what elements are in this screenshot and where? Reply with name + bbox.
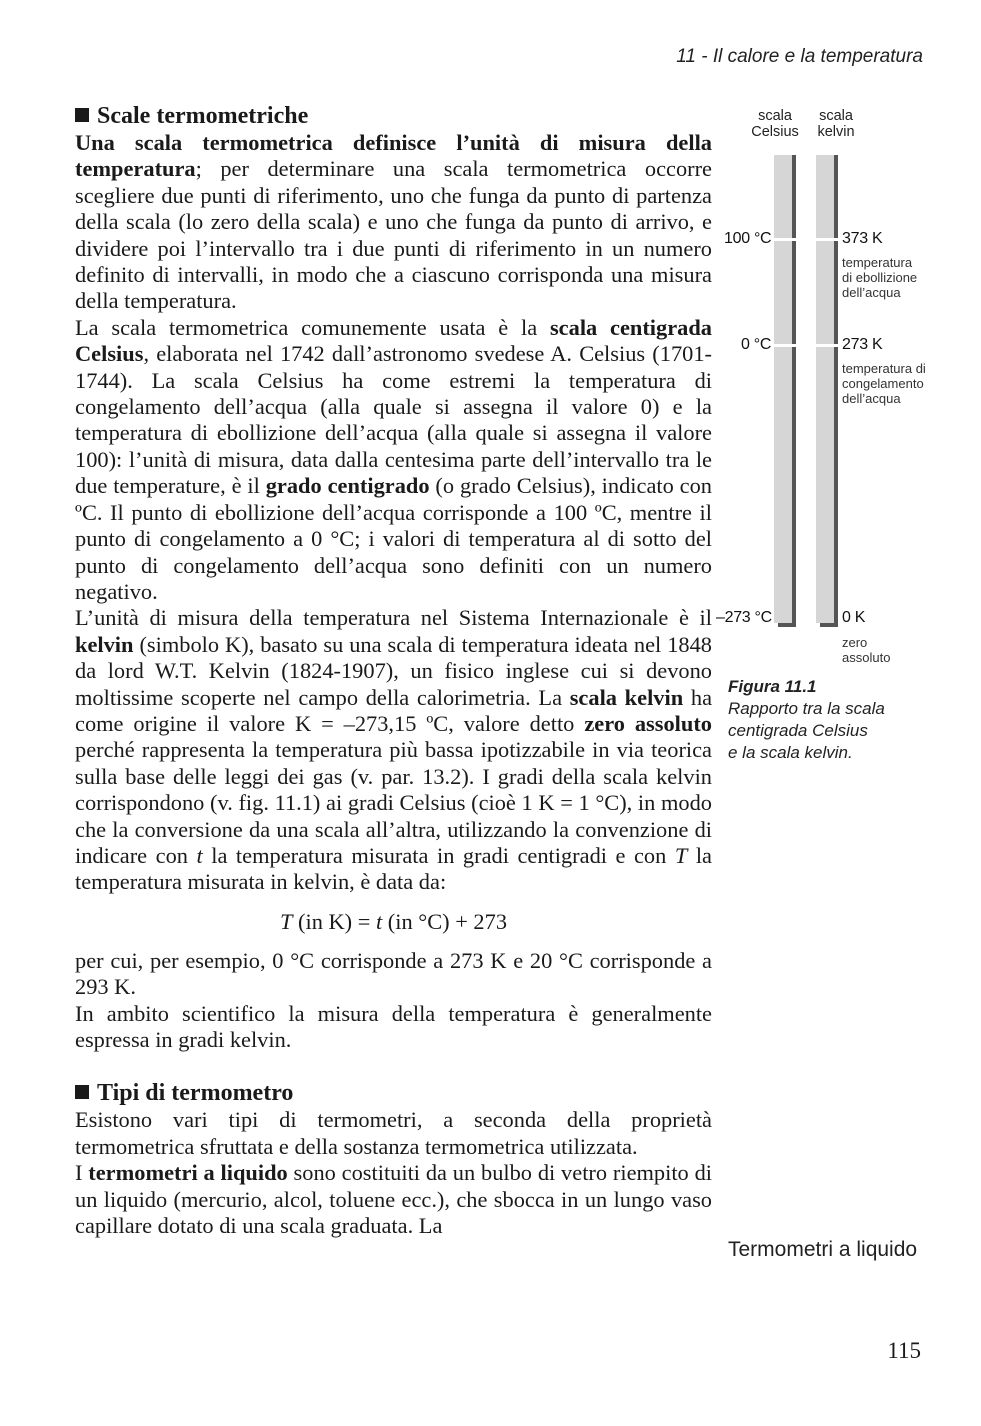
formula-symbol: T [279, 908, 293, 934]
note-line: congelamento [842, 376, 924, 391]
margin-note: Termometri a liquido [728, 1238, 918, 1261]
text: (o grado Celsius), indicato con ºC. Il punto di ebollizione dell’acqua corrisponde a 100 ºC, mentre il punto di congelamento a 0 °C; i valori di temperatura al di sotto del punto di congelamento dell’acqua sono definiti con un numero negativo. [75, 473, 712, 604]
main-text [75, 102, 712, 1239]
note-line: dell’acqua [842, 285, 901, 300]
square-bullet-icon [75, 108, 89, 122]
tick-boiling [774, 238, 838, 241]
text: la temperatura misurata in kelvin, è data da: [75, 842, 712, 895]
note-line: di ebollizione [842, 270, 918, 285]
tick-freezing [774, 344, 838, 347]
celsius-bar-shadow [792, 155, 796, 627]
paragraph: In ambito scientifico la misura della temperatura è generalmente espressa in gradi kelvin. [75, 1000, 712, 1052]
italic-symbol: T [674, 842, 688, 868]
text: , elaborata nel 1742 dall’astronomo svedese A. Celsius (1701-1744). La scala Celsius ha come estremi la temperatura di congelamento dell’acqua (alla quale si assegna il valore 0) e la temperatura di ebollizione dell’acqua (alla quale si assegna il valore 100): l’unità di misura, data dalla centesima parte dell’intervallo tra le due temperature, è il [75, 341, 712, 499]
note-absolute-zero [842, 635, 890, 665]
formula-text: (in K) = [292, 908, 376, 934]
kelvin-373-label: 373 K [842, 230, 883, 247]
bold-text: grado centigrado [265, 473, 430, 499]
formula [75, 908, 712, 936]
kelvin-scale-header [808, 108, 864, 140]
caption-line: e la scala kelvin. [728, 743, 853, 762]
figure-caption [728, 676, 885, 764]
text: I [75, 1160, 89, 1186]
text: la temperatura misurata in gradi centigradi e con [202, 842, 675, 868]
header-line: scala [758, 108, 792, 124]
bold-text: zero assoluto [584, 710, 712, 736]
section-title-scale [75, 102, 712, 130]
paragraph: per cui, per esempio, 0 °C corrisponde a 273 K e 20 °C corrisponde a 293 K. [75, 947, 712, 1000]
formula-symbol: t [375, 908, 383, 934]
text: ha come origine il valore K = –273,15 ºC, valore detto [75, 684, 713, 736]
page-number: 115 [887, 1338, 921, 1363]
italic-symbol: t [196, 842, 203, 868]
bold-text: kelvin [75, 631, 134, 657]
celsius-bar [774, 155, 792, 623]
paragraph [75, 605, 712, 895]
caption-title: Figura 11.1 [728, 677, 817, 696]
note-line: temperatura di [842, 361, 926, 376]
header-line: scala [819, 108, 853, 124]
bold-text: termometri a liquido [88, 1160, 288, 1186]
caption-line: Rapporto tra la scala [728, 699, 885, 718]
celsius-minus273-label: –273 °C [716, 609, 772, 626]
bold-text: scala centigrada Celsius [75, 314, 713, 367]
square-bullet-icon [75, 1085, 89, 1099]
kelvin-bar-shadow [834, 155, 838, 627]
celsius-scale-header [742, 108, 808, 140]
text: ; per determinare una scala termometrica occorre scegliere due punti di riferimento, uno che funga da punto di partenza della scala (lo zero della scala) e uno che funga da punto di arrivo, e dividere poi l’intervallo tra i due punti di riferimento in un numero definito di intervalli, in modo che a ciascuno corrisponda una misura della temperatura. [75, 156, 712, 314]
note-line: dell’acqua [842, 391, 901, 406]
caption-line: centigrada Celsius [728, 721, 868, 740]
celsius-bar-shadow [778, 623, 796, 627]
note-freezing [842, 361, 926, 406]
kelvin-bar [816, 155, 834, 623]
text: perché rappresenta la temperatura più bassa ipotizzabile in via teorica sulla base delle leggi dei gas (v. par. 13.2). I gradi della scala kelvin corrispondono (v. fig. 11.1) ai gradi Celsius (cioè 1 K = 1 °C), in modo che la conversione da una scala all’altra, utilizzando la convenzione di indicare con [75, 737, 712, 868]
bold-text: scala kelvin [569, 684, 684, 710]
section-title-tipi [75, 1079, 712, 1107]
text: La scala termometrica comunemente usata è la [75, 314, 550, 340]
kelvin-0-label: 0 K [842, 609, 866, 626]
note-boiling [842, 255, 917, 300]
kelvin-273-label: 273 K [842, 336, 883, 353]
text: L’unità di misura della temperatura nel Sistema Internazionale è il [75, 605, 712, 631]
section-title-text: Tipi di termometro [97, 1080, 294, 1107]
note-line: assoluto [842, 650, 891, 665]
paragraph [75, 1160, 712, 1239]
bold-text: Una scala termometrica definisce l’unità di misura della temperatura [75, 130, 712, 182]
paragraph [75, 315, 712, 605]
paragraph [75, 130, 712, 315]
kelvin-bar-shadow [820, 623, 838, 627]
celsius-0-label: 0 °C [741, 336, 772, 353]
text: sono costituiti da un bulbo di vetro riempito di un liquido (mercurio, alcol, toluene ecc.), che sbocca in un lungo vaso capillare dotato di una scala graduata. La [75, 1160, 712, 1239]
header-line: kelvin [817, 124, 855, 140]
text: (simbolo K), basato su una scala di temperatura ideata nel 1848 da lord W.T. Kelvin (1824-1907), un fisico inglese cui si devono moltissime scoperte nel campo della calorimetria. La [75, 631, 712, 710]
formula-text: (in °C) + 273 [382, 908, 508, 934]
header-line: Celsius [751, 124, 799, 140]
paragraph: Esistono vari tipi di termometri, a seconda della proprietà termometrica sfruttata e della sostanza termometrica utilizzata. [75, 1107, 712, 1159]
celsius-100-label: 100 °C [724, 230, 772, 247]
note-line: zero [842, 635, 868, 650]
section-title-text: Scale termometriche [97, 103, 309, 129]
note-line: temperatura [842, 255, 913, 270]
running-head: 11 - Il calore e la temperatura [676, 46, 923, 67]
